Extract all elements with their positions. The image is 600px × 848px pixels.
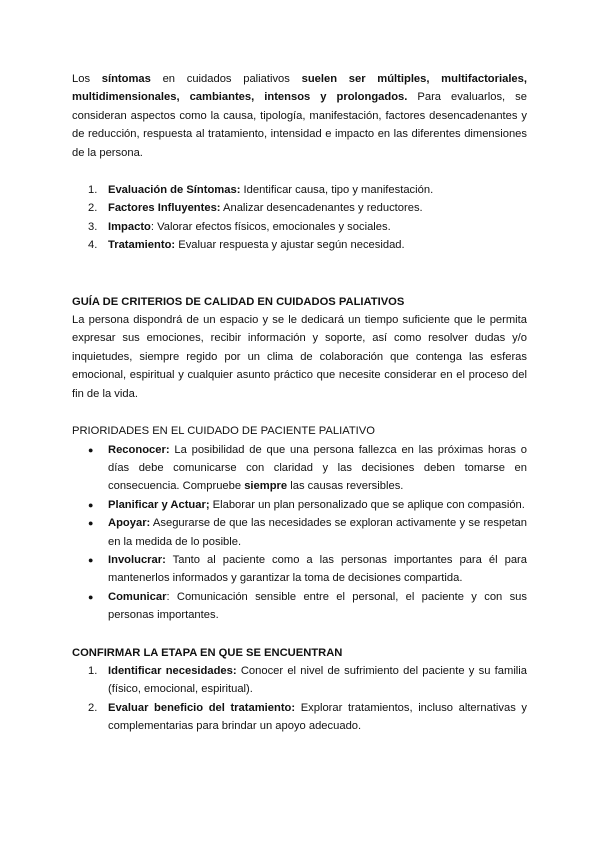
list-item-text: Evaluar respuesta y ajustar según necesidad. <box>175 239 405 252</box>
bullet-icon: ● <box>88 444 94 455</box>
list-item <box>72 199 527 217</box>
list-item-title: Evaluación de Síntomas: <box>108 184 241 197</box>
intro-bold-characteristics: suelen ser múltiples, multifactoriales, multidimensionales, cambiantes, intensos y prolongados. <box>72 73 527 104</box>
list-item-title: Apoyar: <box>108 517 151 530</box>
bullet-icon: ● <box>88 591 94 602</box>
list-number: 1. <box>88 184 98 197</box>
bullet-icon: ● <box>88 554 94 565</box>
intro-post: Para evaluarlos, se consideran aspectos como la causa, tipología, manifestación, factores desencadenantes y de reducción, respuesta al tratamiento, intensidad e impacto en las diferentes dimensiones de la persona. <box>72 91 527 159</box>
intro-mid: en cuidados paliativos <box>150 73 302 85</box>
symptom-steps-list <box>72 181 527 255</box>
list-item-title: Tratamiento: <box>108 239 176 252</box>
list-item-text: Tanto al paciente como a las personas importantes para él para mantenerlos informados y garantizar la toma de decisiones compartida. <box>108 553 527 585</box>
list-item <box>72 496 527 514</box>
quality-heading: GUÍA DE CRITERIOS DE CALIDAD EN CUIDADOS PALIATIVOS <box>72 295 405 308</box>
list-item-title: Involucrar: <box>108 553 166 566</box>
list-number: 2. <box>88 701 98 714</box>
list-item-title: Identificar necesidades: <box>108 664 237 677</box>
list-item-text: Identificar causa, tipo y manifestación. <box>240 184 434 197</box>
list-item-text: : Valorar efectos físicos, emocionales y sociales. <box>150 220 391 233</box>
list-item-emphasis: siempre <box>244 480 288 493</box>
intro-paragraph <box>72 70 527 162</box>
list-number: 1. <box>88 664 98 677</box>
list-item <box>72 662 527 699</box>
list-number: 4. <box>88 239 98 252</box>
bullet-icon: ● <box>88 499 94 510</box>
list-item-title: Planificar y Actuar; <box>108 498 210 511</box>
list-item <box>72 551 527 588</box>
list-item-text: La posibilidad de que una persona fallezca en las próximas horas o días debe comunicarse con claridad y las decisiones deben tomarse en consecuencia. Compruebe <box>108 443 527 493</box>
list-item <box>72 236 527 254</box>
list-item <box>72 441 527 496</box>
intro-bold-symptoms: síntomas <box>101 73 151 85</box>
list-item-title: Impacto <box>108 220 151 233</box>
list-item-text: Asegurarse de que las necesidades se exploran activamente y se respetan en la medida de lo posible. <box>108 517 527 548</box>
document-page <box>72 70 527 736</box>
quality-paragraph: La persona dispondrá de un espacio y se le dedicará un tiempo suficiente que le permita expresar sus emociones, recibir información y soporte, así como resolver dudas y/o inquietudes, siempre regido por un clima de colaboración que contenga las esferas emocional, espiritual y cualquier asunto práctico que necesite considerar en el proceso del fin de la vida. <box>72 314 527 400</box>
list-item-title: Reconocer: <box>108 443 170 456</box>
priorities-list <box>72 441 527 625</box>
list-item-text-end: las causas reversibles. <box>287 480 404 493</box>
priorities-heading: PRIORIDADES EN EL CUIDADO DE PACIENTE PALIATIVO <box>72 425 375 438</box>
stage-heading: CONFIRMAR LA ETAPA EN QUE SE ENCUENTRAN <box>72 646 343 659</box>
list-item <box>72 699 527 736</box>
list-item-text: : Comunicación sensible entre el personal, el paciente y con sus personas importantes. <box>108 590 527 622</box>
bullet-icon: ● <box>88 518 94 529</box>
list-item <box>72 218 527 236</box>
list-item-text: Explorar tratamientos, incluso alternativas y complementarias para brindar un apoyo adecuado. <box>108 701 527 733</box>
list-number: 3. <box>88 220 98 233</box>
list-number: 2. <box>88 202 98 215</box>
list-item-text: Conocer el nivel de sufrimiento del paciente y su familia (físico, emocional, espiritual). <box>108 664 527 696</box>
intro-pre: Los <box>72 73 102 85</box>
list-item-title: Factores Influyentes: <box>108 202 221 215</box>
stage-list <box>72 662 527 736</box>
list-item <box>72 588 527 625</box>
list-item <box>72 181 527 199</box>
list-item-text: Analizar desencadenantes y reductores. <box>220 202 423 215</box>
list-item-title: Comunicar <box>108 590 167 603</box>
list-item <box>72 514 527 551</box>
list-item-text: Elaborar un plan personalizado que se aplique con compasión. <box>209 498 525 511</box>
list-item-title: Evaluar beneficio del tratamiento: <box>108 701 296 714</box>
